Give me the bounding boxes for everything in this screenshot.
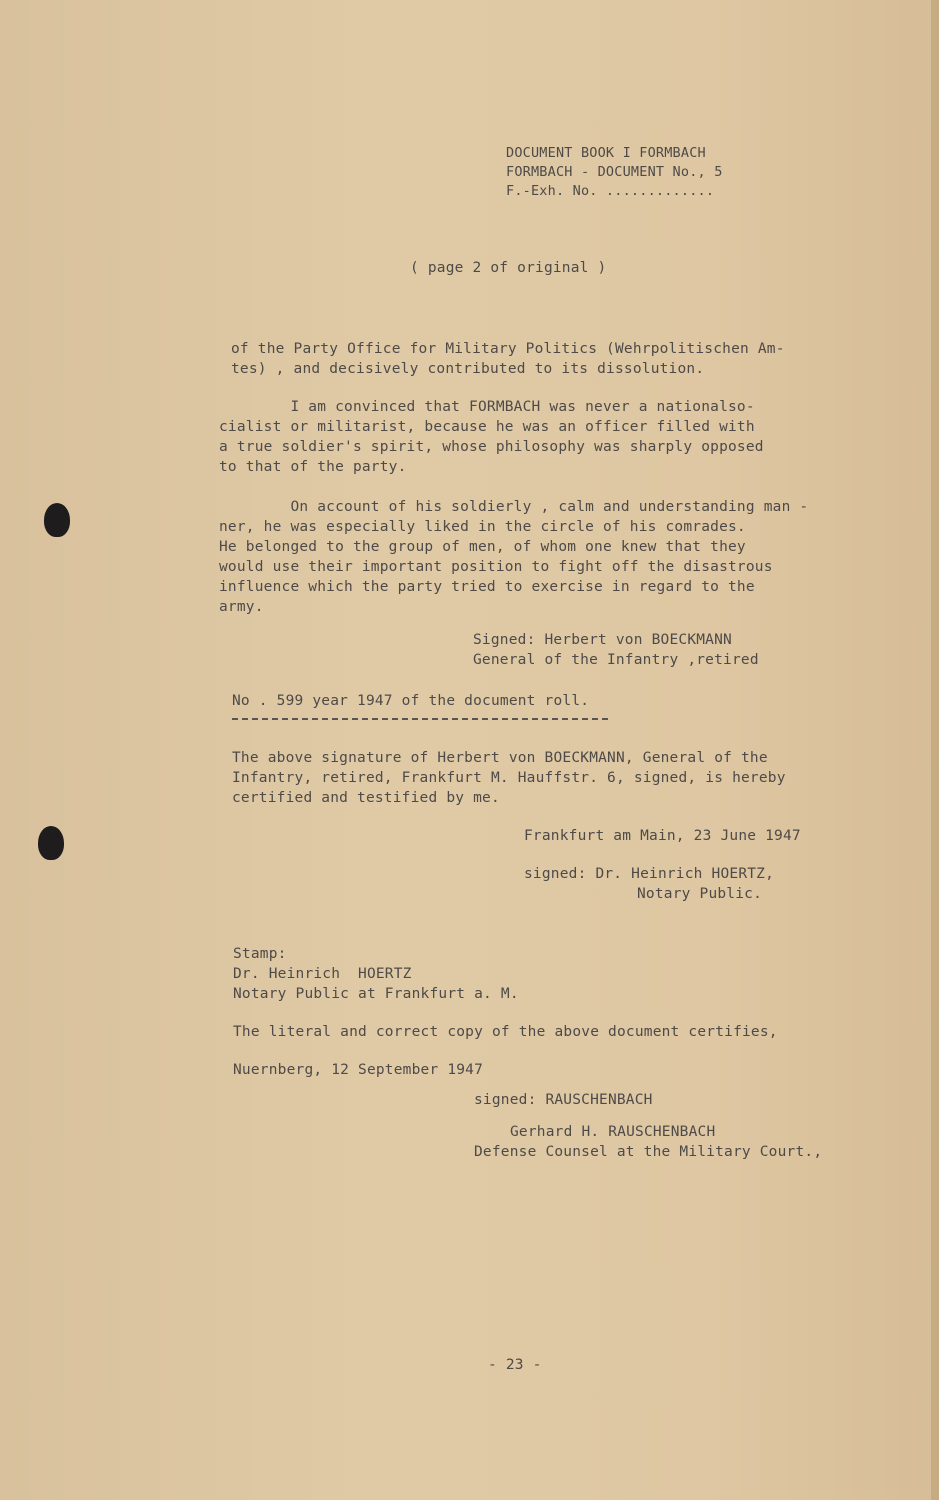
paragraph-2-line-4: to that of the party. bbox=[219, 459, 407, 475]
stamp-notary-name: Dr. Heinrich HOERTZ bbox=[233, 966, 412, 982]
paragraph-2-line-3: a true soldier's spirit, whose philosophy was sharply opposed bbox=[219, 439, 764, 455]
notary-title: Notary Public. bbox=[637, 886, 763, 902]
header-exhibit-number: F.-Exh. No. ............. bbox=[506, 183, 715, 199]
paragraph-3-line-2: ner, he was especially liked in the circle of his comrades. bbox=[219, 519, 746, 535]
paragraph-3-line-5: influence which the party tried to exercise in regard to the bbox=[219, 579, 755, 595]
signature-2-signed: signed: RAUSCHENBACH bbox=[474, 1092, 653, 1108]
certification-line-2: Infantry, retired, Frankfurt M. Hauffstr. 6, signed, is hereby bbox=[232, 770, 786, 786]
punch-hole-bottom bbox=[38, 826, 64, 860]
notary-place-date: Frankfurt am Main, 23 June 1947 bbox=[524, 828, 801, 844]
certification-line-1: The above signature of Herbert von BOECKMANN, General of the bbox=[232, 750, 768, 766]
paragraph-1-line-2: tes) , and decisively contributed to its dissolution. bbox=[231, 361, 705, 377]
stamp-label: Stamp: bbox=[233, 946, 287, 962]
paragraph-2-line-1: I am convinced that FORMBACH was never a nationalso- bbox=[219, 399, 755, 415]
punch-hole-top bbox=[44, 503, 70, 537]
header-document-book: DOCUMENT BOOK I FORMBACH bbox=[506, 145, 706, 161]
dashed-divider bbox=[232, 718, 608, 720]
page-edge-shadow bbox=[931, 0, 939, 1500]
nuernberg-place-date: Nuernberg, 12 September 1947 bbox=[233, 1062, 484, 1078]
certification-line-3: certified and testified by me. bbox=[232, 790, 500, 806]
signature-1-signed: Signed: Herbert von BOECKMANN bbox=[473, 632, 732, 648]
page-reference: ( page 2 of original ) bbox=[410, 260, 607, 276]
copy-certification: The literal and correct copy of the above document certifies, bbox=[233, 1024, 778, 1040]
document-roll-entry: No . 599 year 1947 of the document roll. bbox=[232, 693, 590, 709]
signature-2-name: Gerhard H. RAUSCHENBACH bbox=[510, 1124, 716, 1140]
paragraph-2-line-2: cialist or militarist, because he was an officer filled with bbox=[219, 419, 755, 435]
paragraph-3-line-6: army. bbox=[219, 599, 264, 615]
stamp-notary-office: Notary Public at Frankfurt a. M. bbox=[233, 986, 519, 1002]
paragraph-3-line-3: He belonged to the group of men, of whom one knew that they bbox=[219, 539, 746, 555]
page-number: - 23 - bbox=[488, 1357, 542, 1373]
signature-2-title: Defense Counsel at the Military Court., bbox=[474, 1144, 823, 1160]
notary-signed: signed: Dr. Heinrich HOERTZ, bbox=[524, 866, 775, 882]
paragraph-1-line-1: of the Party Office for Military Politics (Wehrpolitischen Am- bbox=[231, 341, 785, 357]
paragraph-3-line-1: On account of his soldierly , calm and understanding man - bbox=[219, 499, 809, 515]
signature-1-title: General of the Infantry ,retired bbox=[473, 652, 759, 668]
header-document-number: FORMBACH - DOCUMENT No., 5 bbox=[506, 164, 723, 180]
paragraph-3-line-4: would use their important position to fight off the disastrous bbox=[219, 559, 773, 575]
